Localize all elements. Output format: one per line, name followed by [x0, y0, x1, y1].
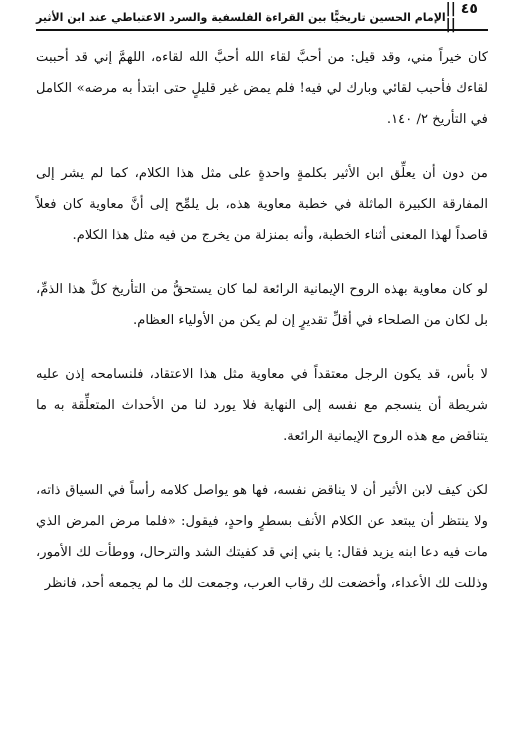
body-text [36, 42, 488, 599]
paragraph: لا بأس، قد يكون الرجل معتقداً في معاوية مثل هذا الاعتقاد، فلنسامحه إذن عليه شريطة أن ينسجم مع نفسه إلى النهاية فلا يورد لنا من الأحداث المتعلِّقة به ما يتناقض مع هذه الروح الإيمانية الرائعة. [36, 367, 488, 444]
running-title: الإمام الحسين تاريخيًّا بين القراءة الفلسفية والسرد الاعتباطي عند ابن الأثير [36, 10, 446, 24]
paragraph: من دون أن يعلِّق ابن الأثير بكلمةٍ واحدةٍ على مثل هذا الكلام، كما لم يشر إلى المفارقة الكبيرة الماثلة في خطبة معاوية هذه، بل يلمِّح إلى أنَّ معاوية كان فعلاً قاصداً لهذا المعنى أثناء الخطبة، وأنه بمنزلة من يخرج من فيه مثل هذا الكلام. [36, 166, 488, 243]
page-header [36, 1, 488, 33]
paragraph: كان خيراً مني، وقد قيل: من أحبَّ لقاء الله أحبَّ الله لقاءه، اللهمَّ إني قد أحببت لقاءك فأحبب لقائي وبارك لي فيه! فلم يمض غير قليلٍ حتى ابتدأ به مرضه» الكامل في التأريخ ٢/ ١٤٠. [36, 50, 488, 127]
page-number: || ٤٥ || [445, 1, 478, 33]
header-rule [36, 29, 488, 31]
paragraph: لو كان معاوية بهذه الروح الإيمانية الرائعة لما كان يستحقُّ من التأريخ كلَّ هذا الذمِّ، بل لكان من الصلحاء في أقلِّ تقديرٍ إن لم يكن من الأولياء العظام. [36, 282, 488, 328]
paragraph: لكن كيف لابن الأثير أن لا يناقض نفسه، فها هو يواصل كلامه رأساً في السياق ذاته، ولا ينتظر أن يبتعد عن الكلام الأنف بسطرٍ واحدٍ، فيقول: «فلما مرض المرض الذي مات فيه دعا ابنه يزيد فقال: يا بني إني قد كفيتك الشد والترحال، ووطأت لك الأمور، وذللت لك الأعداء، وأخضعت لك رقاب العرب، وجمعت لك ما لم يجمعه أحد، فانظر [36, 483, 488, 591]
